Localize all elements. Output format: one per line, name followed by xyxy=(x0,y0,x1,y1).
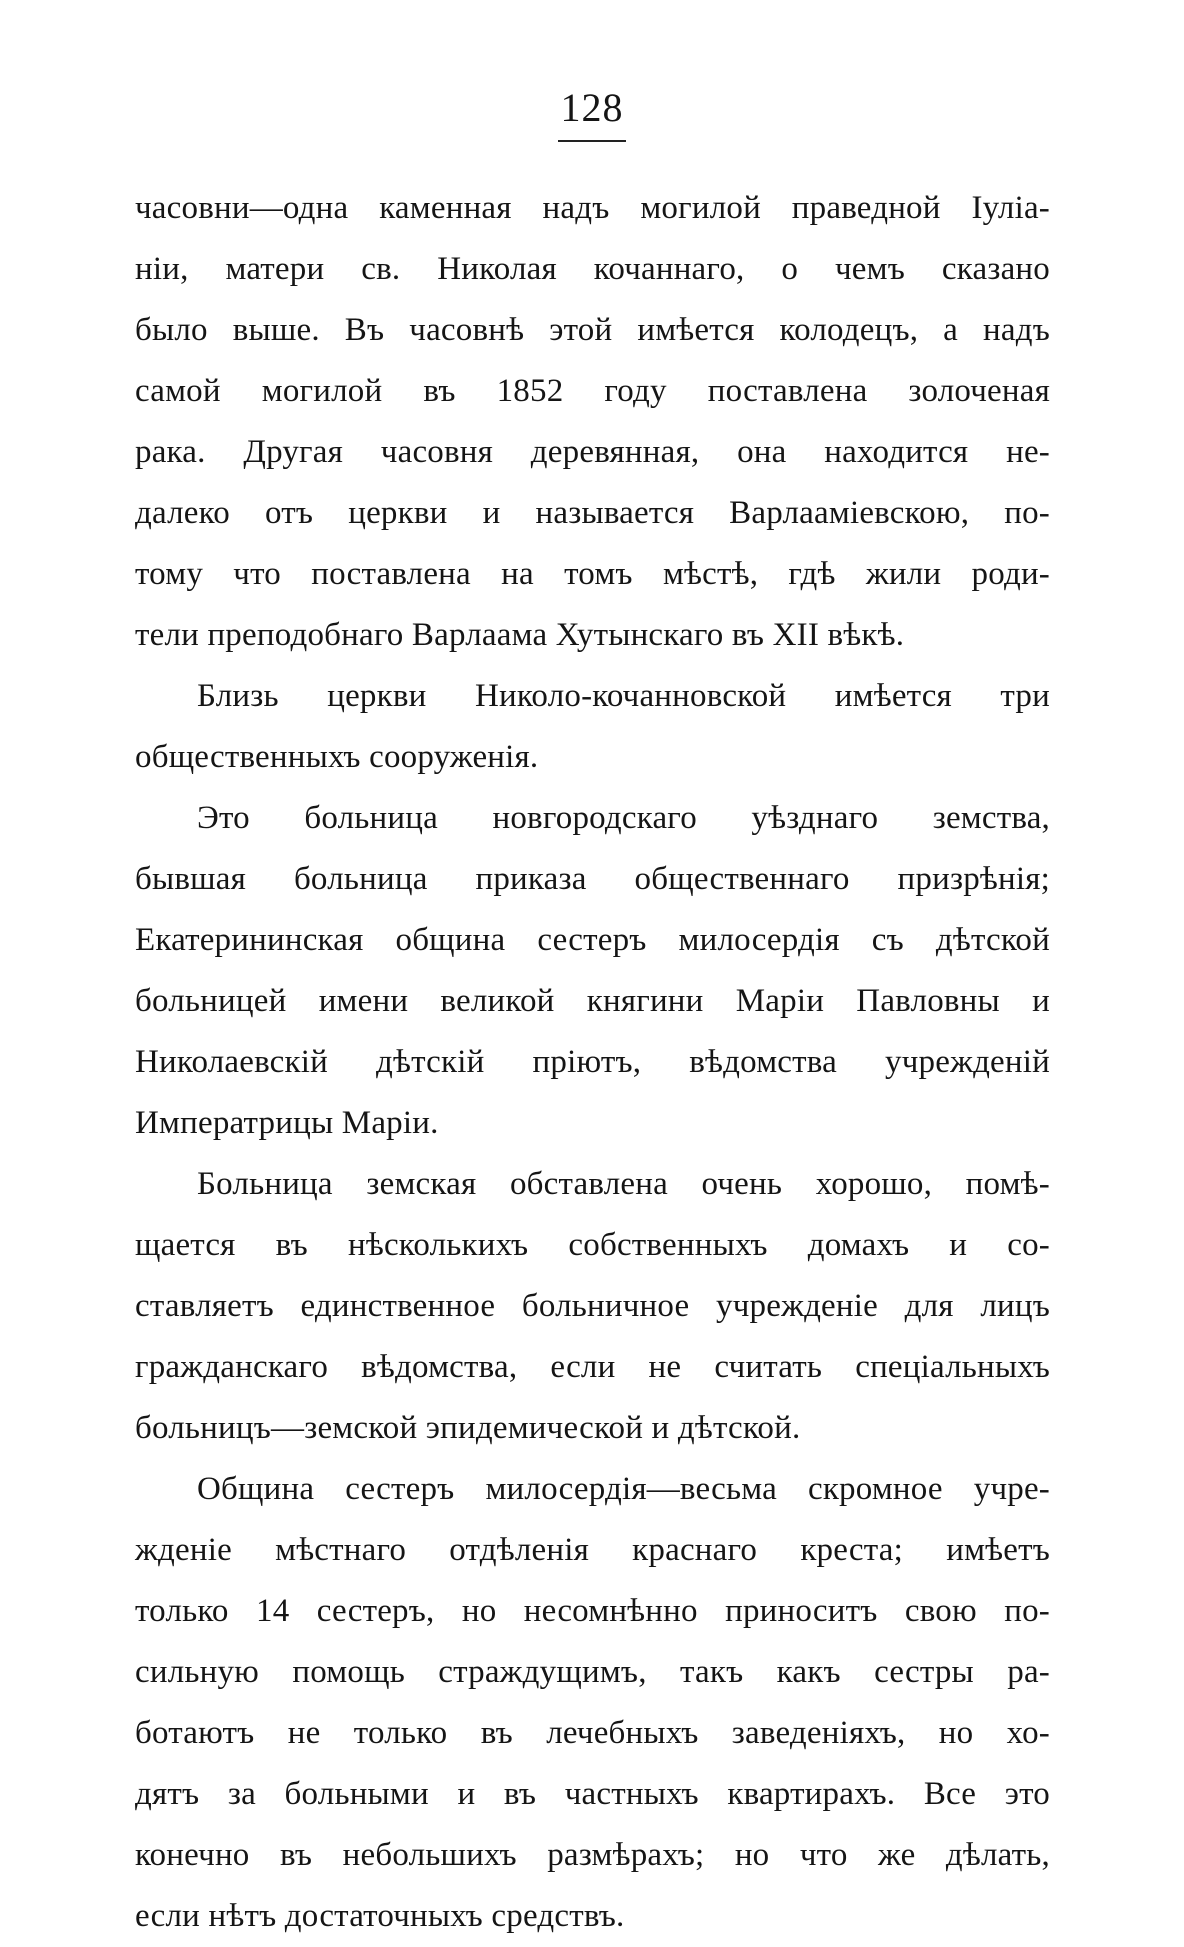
text-line: Императрицы Марiи. xyxy=(135,1105,439,1141)
text-line: сильную помощь страждущимъ, такъ какъ сестры ра- xyxy=(135,1654,1050,1690)
text-line: Община сестеръ милосердiя—весьма скромное учре- xyxy=(197,1471,1050,1507)
text-line: Николаевскiй дѣтскiй прiютъ, вѣдомства учрежденiй xyxy=(135,1044,1050,1080)
page-number-underline xyxy=(558,140,626,142)
text-line: далеко отъ церкви и называется Варлаамiевскою, по- xyxy=(135,495,1050,531)
text-line: Это больница новгородскаго уѣзднаго земства, xyxy=(197,800,1050,836)
text-line: рака. Другая часовня деревянная, она находится не- xyxy=(135,434,1050,470)
text-line: ботаютъ не только въ лечебныхъ заведенiяхъ, но хо- xyxy=(135,1715,1050,1751)
text-line: щается въ нѣсколькихъ собственныхъ домахъ и со- xyxy=(135,1227,1050,1263)
paragraph xyxy=(135,1459,1050,1947)
body-text xyxy=(135,178,1050,1947)
text-line: Екатерининская община сестеръ милосердiя съ дѣтской xyxy=(135,922,1050,958)
page-number: 128 xyxy=(560,85,624,130)
text-line: было выше. Въ часовнѣ этой имѣется колодецъ, а надъ xyxy=(135,312,1050,348)
paragraph xyxy=(135,666,1050,788)
paragraph xyxy=(135,1154,1050,1459)
text-line: гражданскаго вѣдомства, если не считать спецiальныхъ xyxy=(135,1349,1050,1385)
text-line: если нѣтъ достаточныхъ средствъ. xyxy=(135,1898,625,1934)
paragraph xyxy=(135,178,1050,666)
text-line: жденiе мѣстнаго отдѣленiя краснаго креста; имѣетъ xyxy=(135,1532,1050,1568)
text-line: больницей имени великой княгини Марiи Павловны и xyxy=(135,983,1050,1019)
text-line: Больница земская обставлена очень хорошо, помѣ- xyxy=(197,1166,1050,1202)
text-line: тели преподобнаго Варлаама Хутынскаго въ XII вѣкѣ. xyxy=(135,617,905,653)
text-line: нiи, матери св. Николая кочаннаго, о чемъ сказано xyxy=(135,251,1050,287)
text-line: дятъ за больными и въ частныхъ квартирахъ. Все это xyxy=(135,1776,1050,1812)
text-line: больницъ—земской эпидемической и дѣтской. xyxy=(135,1410,801,1446)
paragraph xyxy=(135,788,1050,1154)
text-line: общественныхъ сооруженiя. xyxy=(135,739,539,775)
text-line: конечно въ небольшихъ размѣрахъ; но что же дѣлать, xyxy=(135,1837,1050,1873)
text-line: тому что поставлена на томъ мѣстѣ, гдѣ жили роди- xyxy=(135,556,1050,592)
text-line: самой могилой въ 1852 году поставлена золоченая xyxy=(135,373,1050,409)
text-line: часовни—одна каменная надъ могилой праведной Іулiа- xyxy=(135,190,1050,226)
text-line: ставляетъ единственное больничное учрежденiе для лицъ xyxy=(135,1288,1050,1324)
text-line: Близь церкви Николо-кочанновской имѣется три xyxy=(197,678,1050,714)
text-line: бывшая больница приказа общественнаго призрѣнiя; xyxy=(135,861,1050,897)
text-line: только 14 сестеръ, но несомнѣнно приноситъ свою по- xyxy=(135,1593,1050,1629)
